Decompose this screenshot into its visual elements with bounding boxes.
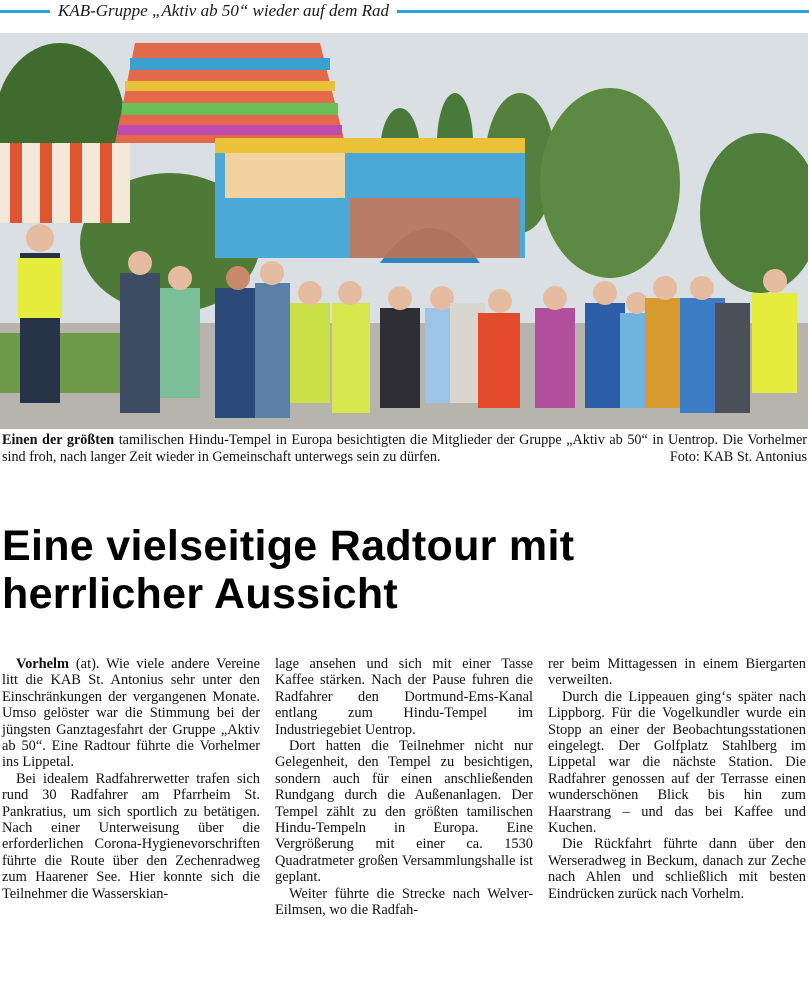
paragraph: Bei idealem Radfahrerwetter trafen sich rund 30 Radfahrer am Pfarrheim St. Pankratius, um sich sportlich zu betätigen. Nach einer Unterweisung über die erforderlichen Corona-Hygienevorschriften führte die Route über den Zechenradweg zum Haarener See. Hier konnte sich die Teilnehmer die Wasserskian- xyxy=(2,770,260,902)
paragraph: Weiter führte die Strecke nach Welver-Eilmsen, wo die Radfah- xyxy=(275,885,533,919)
caption-lead: Einen der größten xyxy=(2,432,115,448)
paragraph: Die Rückfahrt führte dann über den Werseradweg in Beckum, danach zur Zeche nach Ahlen und schließlich mit besten Eindrücken zurück nach Vorhelm. xyxy=(548,836,806,902)
photo-illustration xyxy=(0,33,808,429)
section-kicker xyxy=(0,0,809,22)
caption-text: tamilischen Hindu-Tempel in Europa besichtigten die Mitglieder der Gruppe „Aktiv ab 50“ in Uentrop. Die Vorhelmer sind froh, nach langer Zeit wieder in Gemeinschaft unterwegs sein zu dürfen. xyxy=(2,432,808,465)
temple-tower xyxy=(115,43,345,143)
photo-credit: Foto: KAB St. Antonius xyxy=(669,448,807,465)
kicker-rule-left xyxy=(0,10,50,13)
article-column-2 xyxy=(275,656,533,986)
headline-line-2: herrlicher Aussicht xyxy=(2,570,399,618)
kicker-text: KAB-Gruppe „Aktiv ab 50“ wieder auf dem Rad xyxy=(58,1,389,20)
kicker-rule-right xyxy=(397,10,809,13)
paragraph: lage ansehen und sich mit einer Tasse Kaffee stärken. Nach der Pause fuhren die Radfahrer den Dortmund-Ems-Kanal entlang zum Hindu-Tempel im Industriegebiet Uentrop. xyxy=(275,656,533,738)
group-photo xyxy=(0,33,808,429)
paragraph: Dort hatten die Teilnehmer nicht nur Gelegenheit, den Tempel zu besichtigen, sondern auch für einen anschließenden Rundgang durch die Außenanlagen. Der Tempel zählt zu den größten tamilischen Hindu-Tempeln in Europa. Eine Vergrößerung mit einer ca. 1530 Quadratmeter großen Versammlungshalle ist geplant. xyxy=(275,738,533,886)
headline-line-1: Eine vielseitige Radtour mit xyxy=(2,522,575,570)
article-column-1 xyxy=(2,656,260,986)
paragraph: Durch die Lippeauen ging‘s später nach Lippborg. Für die Vogelkundler wurde ein Stopp an einer der Beobachtungsstationen eingelegt. Der Golfplatz Stahlberg im Lippetal war die nächste Station. Die Radfahrer genossen auf der Terrasse einen wunderschönen Blick bis hin zum Haarstrang – und das bei Kaffee und Kuchen. xyxy=(548,688,806,837)
paragraph-text: (at). Wie viele andere Vereine litt die KAB St. Antonius sehr unter den Einschränkungen der vergangenen Monate. Umso gelöster war die Stimmung bei der jüngsten Ganztagesfahrt der Gruppe „Aktiv ab 50“. Eine Radtour führte die Vorhelmer ins Lippetal. xyxy=(2,656,260,771)
article-column-3 xyxy=(548,656,806,986)
paragraph: rer beim Mittagessen in einem Biergarten verweilten. xyxy=(548,656,806,689)
photo-caption xyxy=(2,432,807,465)
paragraph xyxy=(2,656,260,771)
article-body xyxy=(2,656,807,986)
dateline-place: Vorhelm xyxy=(16,656,70,672)
article-headline xyxy=(2,522,807,618)
